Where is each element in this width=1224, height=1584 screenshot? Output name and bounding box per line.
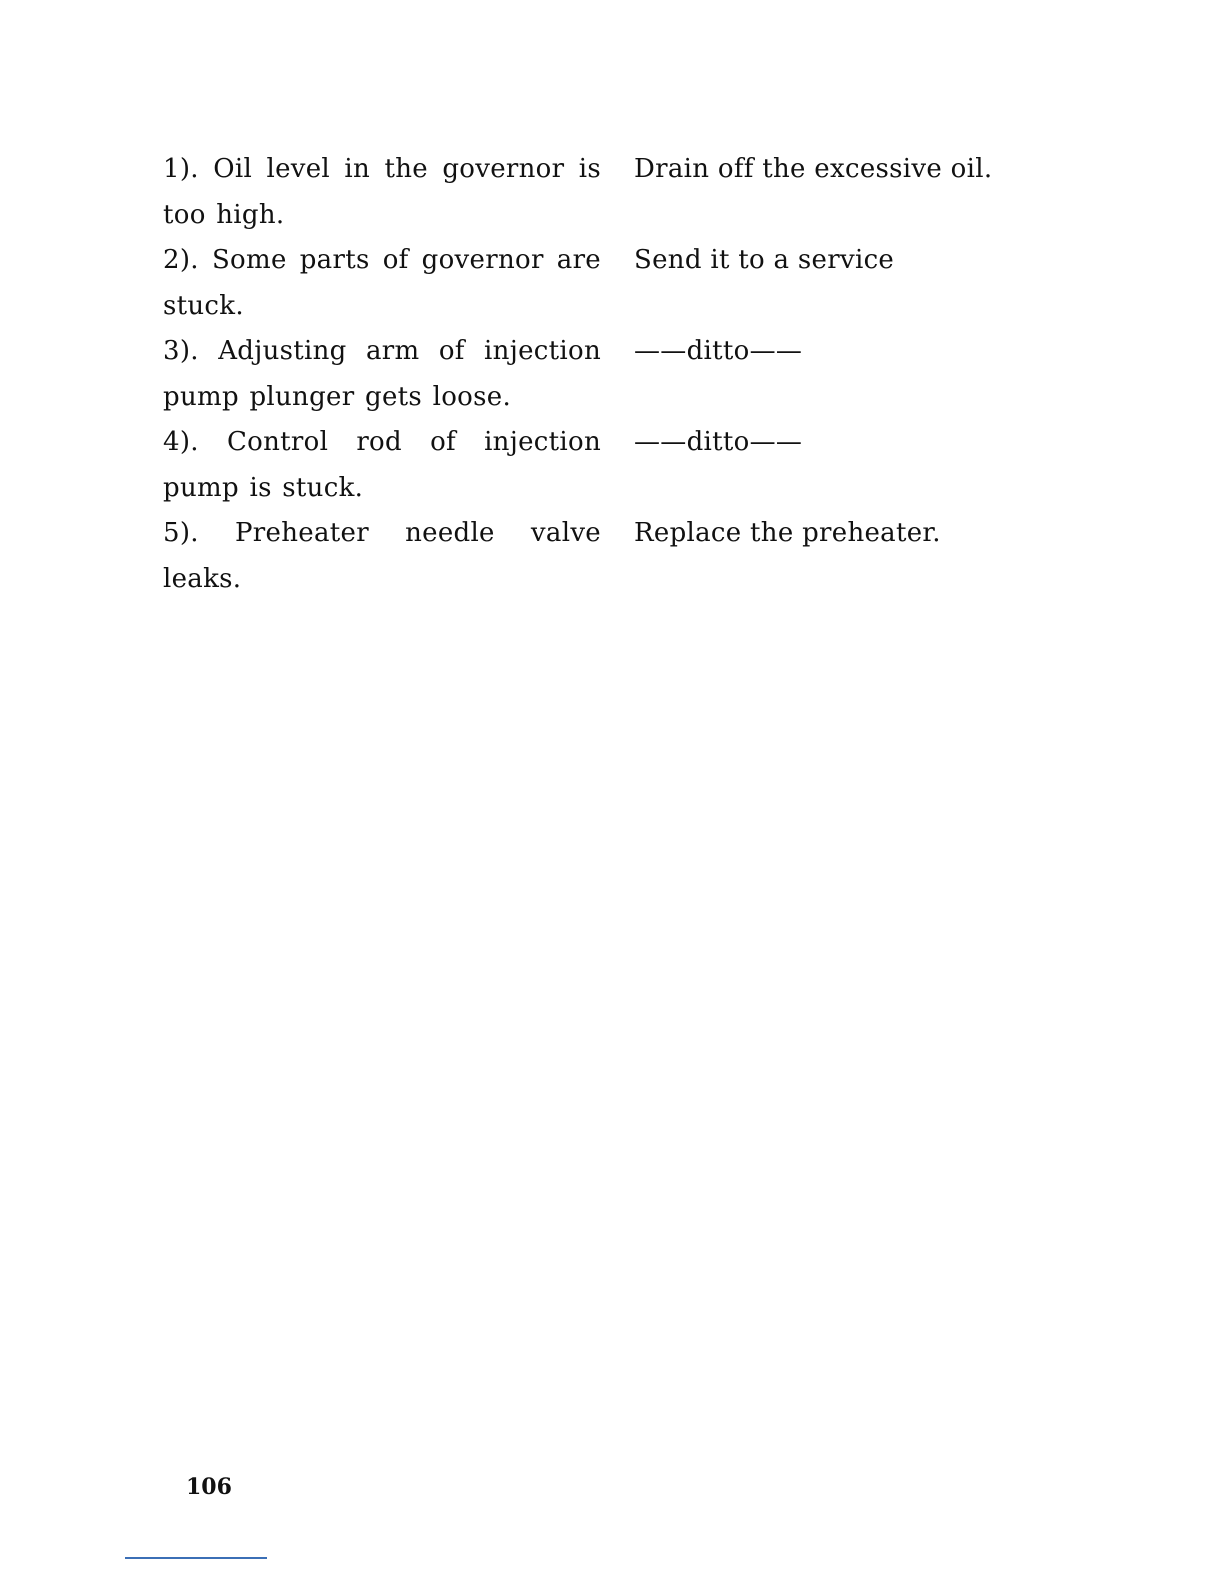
table-row — [163, 420, 1043, 511]
cause-text: 2). Some parts of governor are — [163, 245, 601, 275]
table-row — [163, 329, 1043, 420]
cause-text: stuck. — [163, 290, 244, 321]
cause-text: 5). Preheater needle valve — [163, 518, 601, 548]
remedy-cell: ——ditto—— — [634, 336, 803, 366]
cause-text: pump is stuck. — [163, 472, 364, 503]
table-row — [163, 238, 1043, 329]
cause-text: pump plunger gets loose. — [163, 381, 512, 412]
cause-text: 4). Control rod of injection — [163, 427, 601, 457]
cause-text: too high. — [163, 199, 285, 230]
troubleshooting-table — [163, 147, 1043, 602]
cause-cell — [163, 420, 601, 511]
table-row — [163, 511, 1043, 602]
table-row — [163, 147, 1043, 238]
cause-cell — [163, 147, 601, 238]
remedy-cell: Send it to a service — [634, 245, 895, 275]
footer-rule — [125, 1557, 267, 1559]
cause-cell — [163, 329, 601, 420]
remedy-cell: Replace the preheater. — [634, 518, 941, 548]
cause-cell — [163, 238, 601, 329]
cause-text: leaks. — [163, 563, 242, 594]
cause-text: 1). Oil level in the governor is — [163, 154, 601, 184]
cause-cell — [163, 511, 601, 602]
cause-text: 3). Adjusting arm of injection — [163, 336, 601, 366]
page-number: 106 — [186, 1474, 232, 1500]
remedy-cell: ——ditto—— — [634, 427, 803, 457]
remedy-cell: Drain off the excessive oil. — [634, 154, 993, 184]
